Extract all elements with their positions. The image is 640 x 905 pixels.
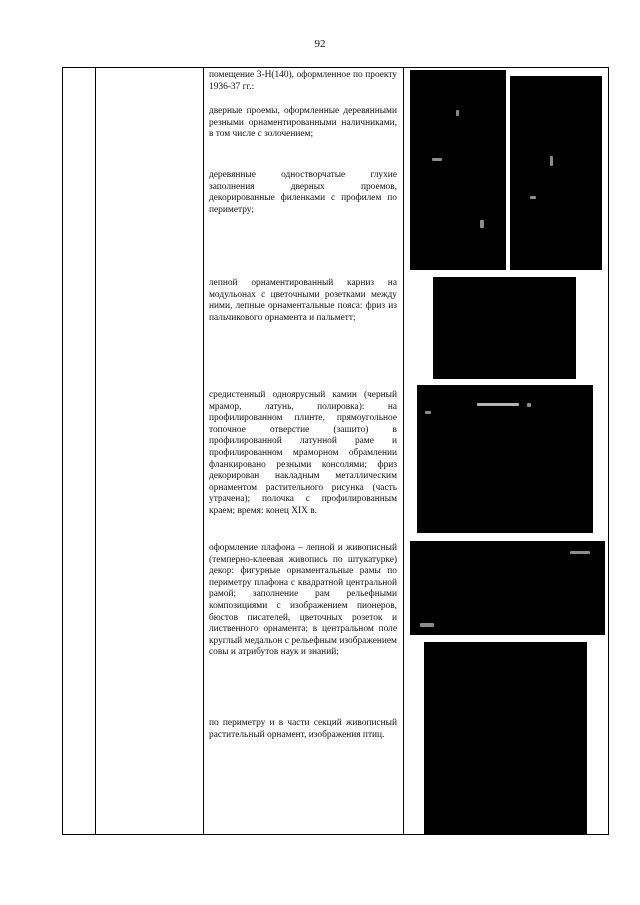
paragraph-ornament: по периметру и в части секций живописный растительный орнамент, изображения птиц. xyxy=(209,718,397,740)
column-divider xyxy=(403,68,404,834)
column-divider xyxy=(95,68,96,834)
ceiling-photo-bottom xyxy=(424,642,587,835)
paragraph-ceiling: оформление плафона – лепной и живописный (темперно-клеевая живопись по штукатурке) декор: фигурные орнаментальные рамы по периметру плафона с квадратной центральной рамой; заполнение рам рельефными композициями с изображением пионеров, бюстов писателей, цветочных розеток и лиственного орнамента; в центральном поле круглый медальон с рельефным изображением совы и атрибутов наук и знаний; xyxy=(209,543,397,658)
page-number: 92 xyxy=(314,38,326,50)
paragraph-cornice: лепной орнаментированный карниз на модульонах с цветочными розетками между ними, лепные орнаментальные пояса: фриз из пальчикового орнамента и пальметт; xyxy=(209,278,397,323)
fireplace-photo xyxy=(417,385,593,533)
paragraph-door-openings: дверные проемы, оформленные деревянными резными орнаментированными наличниками, в том числе с золочением; xyxy=(209,106,397,140)
doorway-photo-right xyxy=(510,76,602,270)
ceiling-photo-top xyxy=(410,541,605,635)
column-divider xyxy=(203,68,204,834)
paragraph-door-leaves: деревянные одностворчатые глухие заполнения дверных проемов, декорированные филенками с профилем по периметру; xyxy=(209,170,397,215)
cornice-photo xyxy=(433,277,576,379)
paragraph-room: помещение 3-Н(140), оформленное по проекту 1936-37 гг.: xyxy=(209,70,397,92)
paragraph-fireplace: средистенный одноярусный камин (черный мрамор, латунь, полировка): на профилированном плинте, прямоугольное топочное отверстие (зашито) в профилированной латунной раме и профилированном мраморном обрамлении фланкировано резными консолями; фриз декорирован накладным металлическим орнаментом растительного рисунка (часть утрачена); полочка с профилированным краем; время: конец XIX в. xyxy=(209,390,397,516)
doorway-photo-left xyxy=(410,70,506,270)
